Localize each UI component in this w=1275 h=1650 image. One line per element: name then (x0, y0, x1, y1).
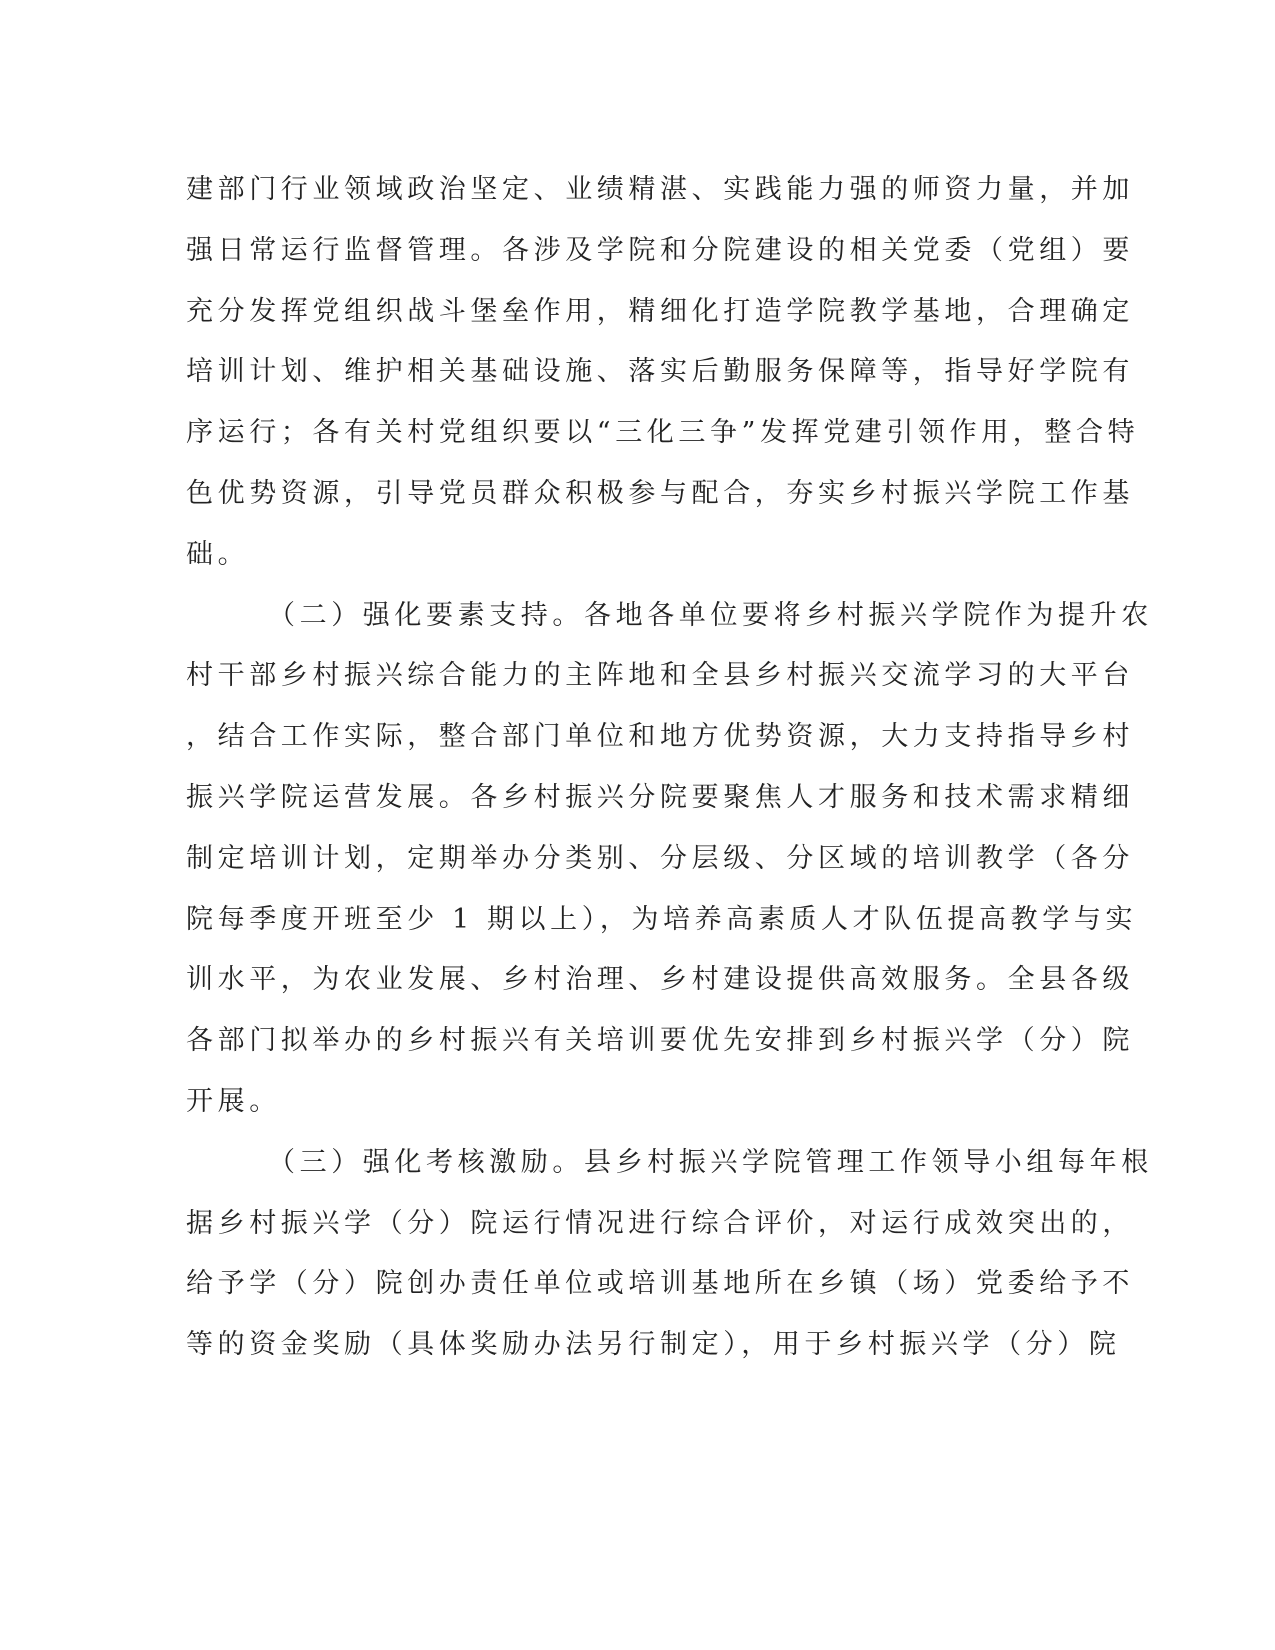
text-line: 建部门行业领域政治坚定、业绩精湛、实践能力强的师资力量，并加 (186, 174, 1134, 205)
text-line: 制定培训计划，定期举办分类别、分层级、分区域的培训教学（各分 (186, 842, 1134, 874)
text-line: 给予学（分）院创办责任单位或培训基地所在乡镇（场）党委给予不 (186, 1268, 1134, 1300)
document-body (186, 160, 1153, 1376)
text-line: 据乡村振兴学（分）院运行情况进行综合评价，对运行成效突出的， (186, 1207, 1134, 1239)
text-line: 等的资金奖励（具体奖励办法另行制定），用于乡村振兴学（分）院 (186, 1329, 1121, 1361)
text-line: 础。 (186, 538, 250, 570)
text-line: 序运行；各有关村党组织要以“三化三争”发挥党建引领作用，整合特 (186, 417, 1140, 449)
text-line: 培训计划、维护相关基础设施、落实后勤服务保障等，指导好学院有 (186, 356, 1134, 388)
text-line: 训水平，为农业发展、乡村治理、乡村建设提供高效服务。全县各级 (186, 964, 1134, 996)
text-line: 色优势资源，引导党员群众积极参与配合，夯实乡村振兴学院工作基 (186, 477, 1134, 509)
section-heading-line: （二）强化要素支持。各地各单位要将乡村振兴学院作为提升农 (268, 599, 1153, 631)
section-heading-line: （三）强化考核激励。县乡村振兴学院管理工作领导小组每年根 (268, 1146, 1153, 1178)
text-line: ，结合工作实际，整合部门单位和地方优势资源，大力支持指导乡村 (186, 721, 1134, 753)
text-line: 开展。 (186, 1085, 281, 1117)
text-line: 强日常运行监督管理。各涉及学院和分院建设的相关党委（党组）要 (186, 234, 1134, 266)
text-line: 振兴学院运营发展。各乡村振兴分院要聚焦人才服务和技术需求精细 (186, 781, 1134, 813)
text-line: 村干部乡村振兴综合能力的主阵地和全县乡村振兴交流学习的大平台 (186, 660, 1134, 692)
text-line: 各部门拟举办的乡村振兴有关培训要优先安排到乡村振兴学（分）院 (186, 1025, 1134, 1057)
text-line: 院每季度开班至少 1 期以上），为培养高素质人才队伍提高教学与实 (186, 903, 1138, 935)
text-line: 充分发挥党组织战斗堡垒作用，精细化打造学院教学基地，合理确定 (186, 295, 1134, 327)
